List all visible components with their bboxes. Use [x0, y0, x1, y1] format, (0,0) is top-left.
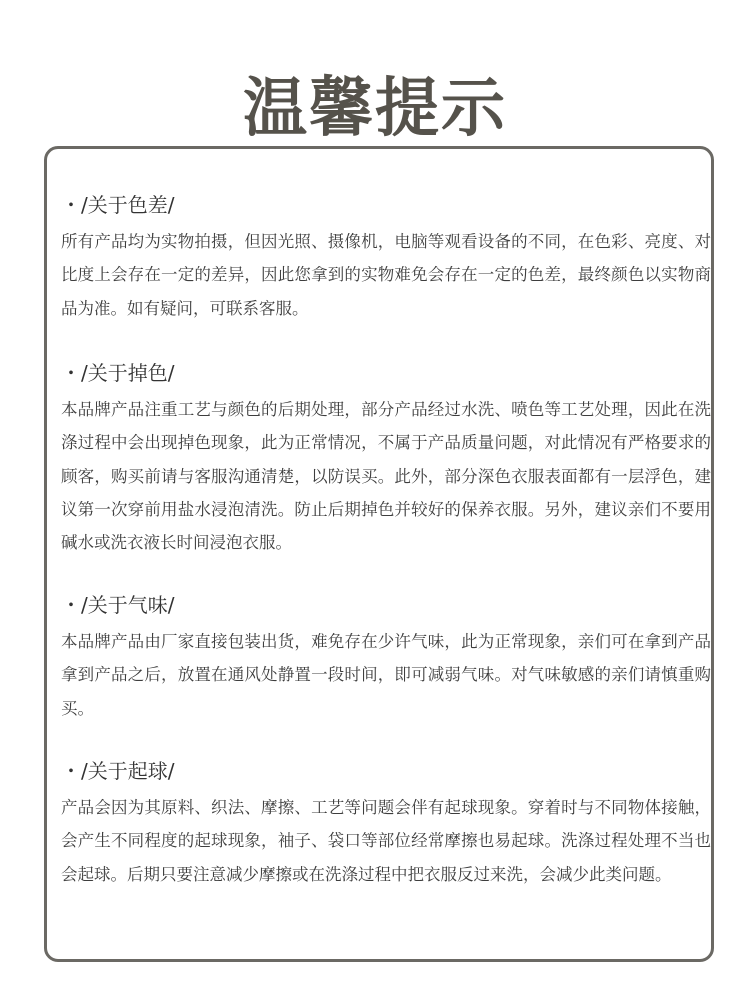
- section-body: 所有产品均为实物拍摄，但因光照、摄像机，电脑等观看设备的不同，在色彩、亮度、对比度上会存在一定的差异，因此您拿到的实物难免会存在一定的色差，最终颜色以实物商品为准。如有疑问，可联系客服。: [61, 232, 711, 318]
- section-color-difference: [61, 191, 711, 325]
- section-color-fading: [61, 359, 711, 559]
- section-heading: ・/关于起球/: [61, 759, 175, 783]
- section-pilling: [61, 757, 711, 891]
- section-odor: [61, 591, 711, 725]
- section-body: 本品牌产品注重工艺与颜色的后期处理，部分产品经过水洗、喷色等工艺处理，因此在洗涤过程中会出现掉色现象，此为正常情况，不属于产品质量问题，对此情况有严格要求的顾客，购买前请与客服沟通清楚，以防误买。此外，部分深色衣服表面都有一层浮色，建议第一次穿前用盐水浸泡清洗。防止后期掉色并较好的保养衣服。另外，建议亲们不要用碱水或洗衣液长时间浸泡衣服。: [61, 400, 711, 553]
- section-heading: ・/关于掉色/: [61, 361, 175, 385]
- notice-box: [44, 146, 714, 962]
- section-heading: ・/关于气味/: [61, 593, 175, 617]
- page-title: 温馨提示: [243, 71, 507, 146]
- section-heading: ・/关于色差/: [61, 193, 175, 217]
- section-body: 本品牌产品由厂家直接包装出货，难免存在少许气味，此为正常现象，亲们可在拿到产品拿到产品之后，放置在通风处静置一段时间，即可减弱气味。对气味敏感的亲们请慎重购买。: [61, 632, 711, 718]
- section-body: 产品会因为其原料、织法、摩擦、工艺等问题会伴有起球现象。穿着时与不同物体接触，会产生不同程度的起球现象，袖子、袋口等部位经常摩擦也易起球。洗涤过程处理不当也会起球。后期只要注意减少摩擦或在洗涤过程中把衣服反过来洗，会减少此类问题。: [61, 798, 711, 884]
